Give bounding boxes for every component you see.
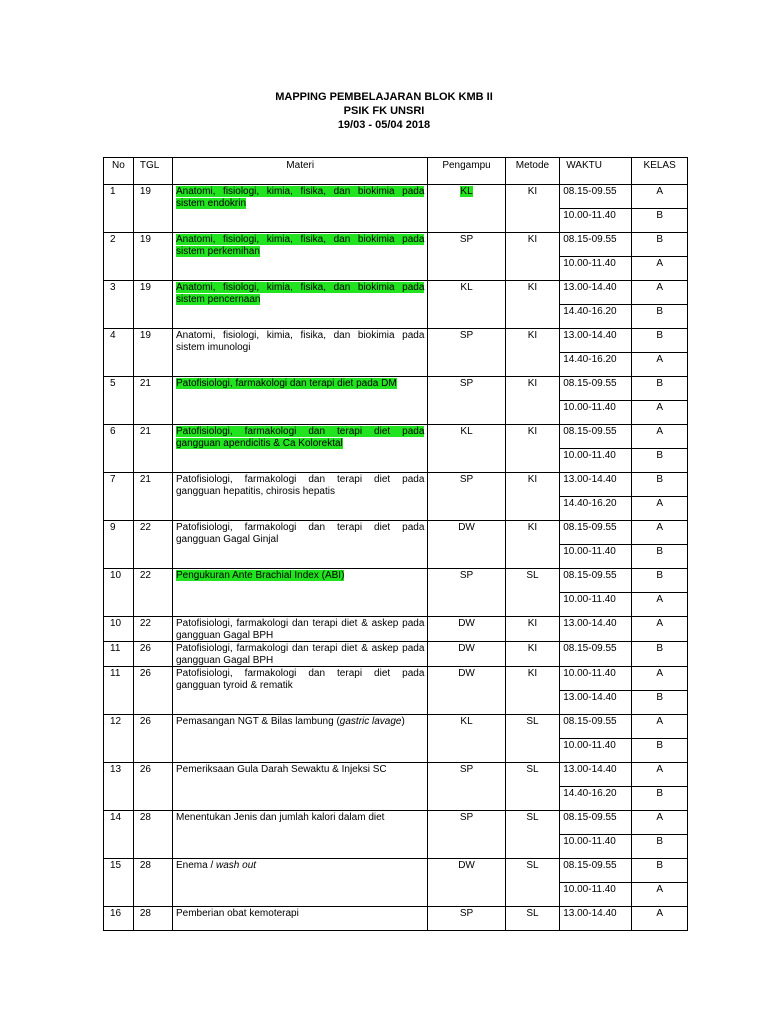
materi-text xyxy=(176,474,424,497)
cell-materi xyxy=(172,281,427,329)
cell-kelas: A xyxy=(632,257,688,281)
materi-main-text: Enema / xyxy=(175,860,217,871)
cell-kelas: B xyxy=(632,233,688,257)
table-row xyxy=(104,907,688,931)
cell-waktu: 13.00-14.40 xyxy=(560,691,632,715)
cell-waktu: 08.15-09.55 xyxy=(560,185,632,209)
cell-kelas: B xyxy=(632,329,688,353)
schedule-table xyxy=(103,157,688,931)
cell-kelas: B xyxy=(632,449,688,473)
materi-main-text: Anatomi, fisiologi, kimia, fisika, dan biokimia pada sistem imunologi xyxy=(175,330,425,353)
cell-waktu: 08.15-09.55 xyxy=(560,569,632,593)
cell-kelas: B xyxy=(632,835,688,859)
cell-metode: KI xyxy=(505,521,560,569)
cell-waktu: 10.00-11.40 xyxy=(560,401,632,425)
materi-main-text: Patofisiologi, farmakologi dan terapi diet & askep pada gangguan Gagal BPH xyxy=(175,618,425,641)
cell-waktu: 14.40-16.20 xyxy=(560,497,632,521)
cell-pengampu xyxy=(428,811,505,859)
column-header-tgl: TGL xyxy=(133,158,172,185)
cell-no: 16 xyxy=(104,907,134,931)
table-row xyxy=(104,811,688,835)
cell-tgl: 22 xyxy=(133,569,172,617)
pengampu-text: SP xyxy=(459,234,474,245)
cell-materi xyxy=(172,811,427,859)
column-header-no: No xyxy=(104,158,134,185)
cell-tgl: 26 xyxy=(133,667,172,715)
cell-tgl: 19 xyxy=(133,233,172,281)
materi-main-text: Patofisiologi, farmakologi dan terapi diet pada gangguan Gagal Ginjal xyxy=(175,522,425,545)
cell-metode: KI xyxy=(505,667,560,715)
materi-main-text: Anatomi, fisiologi, kimia, fisika, dan biokimia pada sistem pencernaan xyxy=(175,282,425,305)
cell-kelas: A xyxy=(632,617,688,642)
cell-metode: SL xyxy=(505,811,560,859)
cell-kelas: A xyxy=(632,401,688,425)
materi-main-text: Patofisiologi, farmakologi dan terapi diet pada gangguan hepatitis, chirosis hepatis xyxy=(175,474,425,497)
materi-main-text: Pemasangan NGT & Bilas lambung xyxy=(175,716,337,727)
cell-no: 5 xyxy=(104,377,134,425)
cell-no: 11 xyxy=(104,667,134,715)
materi-text xyxy=(176,570,344,581)
cell-pengampu xyxy=(428,617,505,642)
materi-main-text: Pemberian obat kemoterapi xyxy=(175,908,299,919)
table-row xyxy=(104,521,688,545)
cell-no: 11 xyxy=(104,642,134,667)
cell-tgl: 26 xyxy=(133,642,172,667)
cell-waktu: 10.00-11.40 xyxy=(560,667,632,691)
cell-kelas: A xyxy=(632,281,688,305)
materi-text xyxy=(176,378,397,389)
cell-waktu: 10.00-11.40 xyxy=(560,545,632,569)
cell-kelas: A xyxy=(632,667,688,691)
materi-text xyxy=(176,643,424,666)
cell-no: 14 xyxy=(104,811,134,859)
column-header-materi: Materi xyxy=(172,158,427,185)
cell-no: 4 xyxy=(104,329,134,377)
cell-waktu: 08.15-09.55 xyxy=(560,233,632,257)
materi-close-paren: ) xyxy=(401,716,405,727)
cell-tgl: 22 xyxy=(133,521,172,569)
cell-tgl: 19 xyxy=(133,329,172,377)
cell-waktu: 14.40-16.20 xyxy=(560,787,632,811)
pengampu-text: SP xyxy=(459,378,474,389)
cell-materi xyxy=(172,859,427,907)
page-subtitle: PSIK FK UNSRI xyxy=(343,105,425,117)
cell-pengampu xyxy=(428,667,505,715)
cell-waktu: 13.00-14.40 xyxy=(560,473,632,497)
table-header-row xyxy=(104,158,688,185)
cell-materi xyxy=(172,233,427,281)
cell-kelas: B xyxy=(632,859,688,883)
cell-materi xyxy=(172,667,427,715)
cell-materi xyxy=(172,425,427,473)
materi-text xyxy=(176,908,299,919)
table-row xyxy=(104,569,688,593)
cell-kelas: A xyxy=(632,763,688,787)
table-row xyxy=(104,859,688,883)
cell-kelas: A xyxy=(632,425,688,449)
cell-metode: SL xyxy=(505,763,560,811)
cell-kelas: B xyxy=(632,739,688,763)
cell-materi xyxy=(172,907,427,931)
cell-metode: SL xyxy=(505,569,560,617)
materi-main-text: Anatomi, fisiologi, kimia, fisika, dan biokimia pada sistem perkemihan xyxy=(175,234,425,257)
materi-italic-text: wash out xyxy=(216,860,257,871)
cell-tgl: 26 xyxy=(133,715,172,763)
cell-materi xyxy=(172,185,427,233)
cell-tgl: 28 xyxy=(133,907,172,931)
materi-italic-text: gastric lavage xyxy=(339,716,402,727)
cell-materi xyxy=(172,377,427,425)
cell-tgl: 21 xyxy=(133,473,172,521)
cell-no: 3 xyxy=(104,281,134,329)
table-row xyxy=(104,715,688,739)
cell-pengampu xyxy=(428,521,505,569)
table-row xyxy=(104,425,688,449)
column-header-metode: Metode xyxy=(505,158,560,185)
cell-materi xyxy=(172,521,427,569)
pengampu-text: SP xyxy=(459,908,474,919)
cell-tgl: 19 xyxy=(133,281,172,329)
cell-no: 10 xyxy=(104,569,134,617)
cell-kelas: A xyxy=(632,185,688,209)
cell-waktu: 14.40-16.20 xyxy=(560,353,632,377)
cell-no: 12 xyxy=(104,715,134,763)
cell-waktu: 08.15-09.55 xyxy=(560,377,632,401)
cell-kelas: B xyxy=(632,377,688,401)
cell-metode: KI xyxy=(505,233,560,281)
cell-materi xyxy=(172,569,427,617)
cell-pengampu xyxy=(428,377,505,425)
cell-pengampu xyxy=(428,233,505,281)
pengampu-text: SP xyxy=(459,812,474,823)
cell-pengampu xyxy=(428,473,505,521)
table-row xyxy=(104,377,688,401)
page-title: MAPPING PEMBELAJARAN BLOK KMB II xyxy=(275,91,493,103)
pengampu-text: SP xyxy=(459,474,474,485)
pengampu-text: DW xyxy=(458,618,475,629)
cell-tgl: 26 xyxy=(133,763,172,811)
table-row xyxy=(104,473,688,497)
cell-no: 7 xyxy=(104,473,134,521)
materi-text xyxy=(176,860,256,871)
pengampu-text: SP xyxy=(459,330,474,341)
materi-text xyxy=(176,186,424,209)
cell-metode: KI xyxy=(505,377,560,425)
materi-main-text: Patofisiologi, farmakologi dan terapi diet & askep pada gangguan Gagal BPH xyxy=(175,643,425,666)
cell-no: 13 xyxy=(104,763,134,811)
pengampu-text: DW xyxy=(458,668,475,679)
table-row xyxy=(104,617,688,642)
cell-pengampu xyxy=(428,763,505,811)
cell-no: 9 xyxy=(104,521,134,569)
cell-waktu: 08.15-09.55 xyxy=(560,859,632,883)
cell-metode: KI xyxy=(505,329,560,377)
cell-waktu: 14.40-16.20 xyxy=(560,305,632,329)
cell-metode: KI xyxy=(505,425,560,473)
materi-text xyxy=(176,426,424,449)
cell-pengampu xyxy=(428,329,505,377)
cell-materi xyxy=(172,763,427,811)
cell-waktu: 08.15-09.55 xyxy=(560,715,632,739)
materi-text xyxy=(176,716,405,727)
cell-waktu: 13.00-14.40 xyxy=(560,329,632,353)
cell-kelas: B xyxy=(632,305,688,329)
table-row xyxy=(104,185,688,209)
cell-no: 1 xyxy=(104,185,134,233)
cell-materi xyxy=(172,617,427,642)
cell-pengampu xyxy=(428,185,505,233)
cell-tgl: 19 xyxy=(133,185,172,233)
cell-tgl: 28 xyxy=(133,859,172,907)
cell-no: 15 xyxy=(104,859,134,907)
cell-waktu: 10.00-11.40 xyxy=(560,593,632,617)
cell-materi xyxy=(172,715,427,763)
cell-waktu: 08.15-09.55 xyxy=(560,642,632,667)
pengampu-text: DW xyxy=(458,522,475,533)
pengampu-text: DW xyxy=(458,643,475,654)
cell-pengampu xyxy=(428,859,505,907)
cell-kelas: A xyxy=(632,715,688,739)
cell-waktu: 08.15-09.55 xyxy=(560,811,632,835)
cell-kelas: B xyxy=(632,569,688,593)
table-row xyxy=(104,763,688,787)
cell-waktu: 13.00-14.40 xyxy=(560,763,632,787)
pengampu-text: KL xyxy=(460,716,473,727)
cell-metode: KI xyxy=(505,185,560,233)
materi-main-text: Menentukan Jenis dan jumlah kalori dalam diet xyxy=(175,812,385,823)
cell-kelas: A xyxy=(632,907,688,931)
cell-materi xyxy=(172,329,427,377)
cell-pengampu xyxy=(428,907,505,931)
table-row xyxy=(104,329,688,353)
materi-text xyxy=(176,330,424,353)
cell-kelas: A xyxy=(632,883,688,907)
cell-waktu: 08.15-09.55 xyxy=(560,425,632,449)
cell-materi xyxy=(172,473,427,521)
cell-kelas: B xyxy=(632,545,688,569)
cell-kelas: B xyxy=(632,691,688,715)
materi-text xyxy=(176,282,424,305)
cell-pengampu xyxy=(428,281,505,329)
cell-metode: SL xyxy=(505,715,560,763)
materi-main-text: Anatomi, fisiologi, kimia, fisika, dan biokimia pada sistem endokrin xyxy=(175,186,425,209)
cell-materi xyxy=(172,642,427,667)
materi-main-text: Pemeriksaan Gula Darah Sewaktu & Injeksi SC xyxy=(175,764,387,775)
pengampu-text: KL xyxy=(460,186,473,197)
cell-kelas: A xyxy=(632,811,688,835)
cell-metode: KI xyxy=(505,642,560,667)
materi-main-text: Patofisiologi, farmakologi dan terapi diet pada DM xyxy=(175,378,397,389)
pengampu-text: SP xyxy=(459,570,474,581)
cell-no: 2 xyxy=(104,233,134,281)
materi-main-text: Pengukuran Ante Brachial Index (ABI) xyxy=(175,570,345,581)
cell-tgl: 22 xyxy=(133,617,172,642)
cell-waktu: 10.00-11.40 xyxy=(560,835,632,859)
materi-text xyxy=(176,234,424,257)
cell-waktu: 13.00-14.40 xyxy=(560,281,632,305)
cell-pengampu xyxy=(428,425,505,473)
column-header-kelas: KELAS xyxy=(632,158,688,185)
cell-pengampu xyxy=(428,715,505,763)
cell-pengampu xyxy=(428,642,505,667)
pengampu-text: KL xyxy=(460,282,473,293)
table-row xyxy=(104,233,688,257)
cell-kelas: A xyxy=(632,353,688,377)
cell-kelas: A xyxy=(632,497,688,521)
cell-waktu: 10.00-11.40 xyxy=(560,257,632,281)
cell-waktu: 10.00-11.40 xyxy=(560,209,632,233)
cell-kelas: B xyxy=(632,473,688,497)
cell-waktu: 10.00-11.40 xyxy=(560,449,632,473)
pengampu-text: DW xyxy=(458,860,475,871)
cell-waktu: 13.00-14.40 xyxy=(560,617,632,642)
cell-metode: KI xyxy=(505,617,560,642)
cell-kelas: A xyxy=(632,593,688,617)
cell-kelas: B xyxy=(632,642,688,667)
cell-metode: SL xyxy=(505,859,560,907)
column-header-waktu: WAKTU xyxy=(560,158,632,185)
materi-main-text: Patofisiologi, farmakologi dan terapi diet pada gangguan apendicitis & Ca Kolorektal xyxy=(175,426,425,449)
materi-main-text: Patofisiologi, farmakologi dan terapi diet pada gangguan tyroid & rematik xyxy=(175,668,425,691)
materi-text xyxy=(176,618,424,641)
materi-text xyxy=(176,812,384,823)
table-row xyxy=(104,642,688,667)
cell-kelas: A xyxy=(632,521,688,545)
materi-open-paren: ( xyxy=(336,716,340,727)
pengampu-text: SP xyxy=(459,764,474,775)
cell-kelas: B xyxy=(632,209,688,233)
cell-no: 10 xyxy=(104,617,134,642)
cell-metode: SL xyxy=(505,907,560,931)
cell-waktu: 13.00-14.40 xyxy=(560,907,632,931)
cell-metode: KI xyxy=(505,473,560,521)
column-header-pengampu: Pengampu xyxy=(428,158,505,185)
table-row xyxy=(104,667,688,691)
page-date-range: 19/03 - 05/04 2018 xyxy=(337,119,431,131)
pengampu-text: KL xyxy=(460,426,473,437)
materi-text xyxy=(176,668,424,691)
schedule-table-body xyxy=(104,185,688,931)
cell-tgl: 21 xyxy=(133,425,172,473)
table-row xyxy=(104,281,688,305)
cell-metode: KI xyxy=(505,281,560,329)
cell-waktu: 10.00-11.40 xyxy=(560,883,632,907)
cell-pengampu xyxy=(428,569,505,617)
cell-tgl: 21 xyxy=(133,377,172,425)
cell-waktu: 08.15-09.55 xyxy=(560,521,632,545)
cell-waktu: 10.00-11.40 xyxy=(560,739,632,763)
cell-tgl: 28 xyxy=(133,811,172,859)
materi-text xyxy=(176,764,387,775)
materi-text xyxy=(176,522,424,545)
cell-kelas: B xyxy=(632,787,688,811)
cell-no: 6 xyxy=(104,425,134,473)
